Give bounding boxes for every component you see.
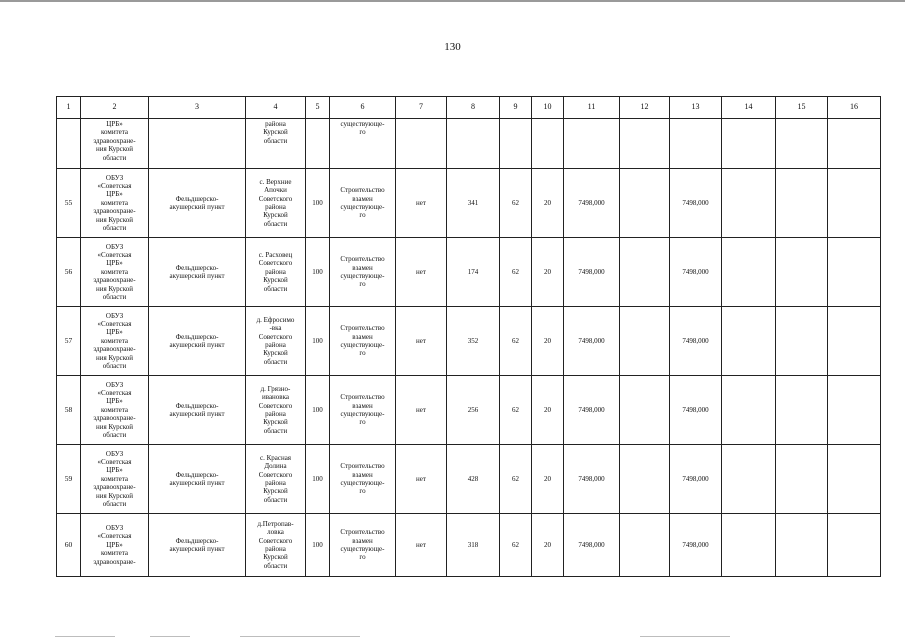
table-cell-col10: 20: [532, 376, 564, 445]
table-cell-facility: Фельдшерско- акушерский пункт: [149, 169, 246, 238]
table-cell-work-type: Строительство взамен существующе- го: [330, 445, 396, 514]
table-cell-org: ОБУЗ «Советская ЦРБ» комитета здравоохране-: [81, 514, 149, 577]
table-cell-col15: [776, 376, 828, 445]
table-cell-col12: [620, 307, 670, 376]
table-cell-col8: 352: [447, 307, 500, 376]
table-cell-work-type: Строительство взамен существующе- го: [330, 514, 396, 577]
header-cell: 5: [306, 97, 330, 119]
table-cell-location: д. Ефросимо -вка Советского района Курской области: [246, 307, 306, 376]
table-cell-col15: [776, 307, 828, 376]
table-cell-col15: [776, 514, 828, 577]
table-cell-col8: 256: [447, 376, 500, 445]
table-cell-col11: 7498,000: [564, 376, 620, 445]
header-cell: 3: [149, 97, 246, 119]
table-cell-percent: 100: [306, 445, 330, 514]
table-cell-col7: нет: [396, 445, 447, 514]
continuation-row: [57, 119, 881, 169]
table-cell-col7: нет: [396, 169, 447, 238]
table-cell-col10: 20: [532, 238, 564, 307]
header-cell: 1: [57, 97, 81, 119]
table-cell-col12: [620, 169, 670, 238]
table-cell-col7: нет: [396, 238, 447, 307]
table-cell-col9: 62: [500, 376, 532, 445]
table-cell-work-type: Строительство взамен существующе- го: [330, 376, 396, 445]
table-cell-col7: нет: [396, 514, 447, 577]
table-cell-col11: 7498,000: [564, 307, 620, 376]
table-cell-location: д.Петропав- ловка Советского района Курской области: [246, 514, 306, 577]
table-row: [57, 238, 881, 307]
table-cell: [149, 119, 246, 169]
table-cell-col7: нет: [396, 307, 447, 376]
header-cell: 16: [828, 97, 881, 119]
table-cell-facility: Фельдшерско- акушерский пункт: [149, 514, 246, 577]
table-cell-col11: 7498,000: [564, 514, 620, 577]
table-cell-col13: 7498,000: [670, 169, 722, 238]
top-page-edge: [0, 0, 905, 2]
table-cell-col9: 62: [500, 307, 532, 376]
header-cell: 2: [81, 97, 149, 119]
header-cell: 6: [330, 97, 396, 119]
table-cell-col14: [722, 514, 776, 577]
table-cell-work-type: Строительство взамен существующе- го: [330, 307, 396, 376]
table-cell-col8: 318: [447, 514, 500, 577]
table-row: [57, 445, 881, 514]
table-row: [57, 307, 881, 376]
table-cell-col16: [828, 238, 881, 307]
table-cell-col12: [620, 445, 670, 514]
table-cell-col13: 7498,000: [670, 376, 722, 445]
table-cell: [564, 119, 620, 169]
table-row: [57, 514, 881, 577]
facilities-table: [56, 96, 881, 577]
table-cell-col12: [620, 376, 670, 445]
table-cell-col13: 7498,000: [670, 238, 722, 307]
table-cell-row-number: 56: [57, 238, 81, 307]
table-cell-org: ОБУЗ «Советская ЦРБ» комитета здравоохране- ния Курской области: [81, 445, 149, 514]
table-cell: [670, 119, 722, 169]
table-cell-col15: [776, 445, 828, 514]
table-cell-col13: 7498,000: [670, 307, 722, 376]
header-cell: 4: [246, 97, 306, 119]
table-cell-col10: 20: [532, 307, 564, 376]
table-row: [57, 169, 881, 238]
table-cell-col16: [828, 169, 881, 238]
table-cell: [828, 119, 881, 169]
table-cell: [722, 119, 776, 169]
table-cell-org: ОБУЗ «Советская ЦРБ» комитета здравоохране- ния Курской области: [81, 376, 149, 445]
bottom-page-edge: [0, 636, 905, 638]
table-cell-col14: [722, 307, 776, 376]
table-cell-facility: Фельдшерско- акушерский пункт: [149, 376, 246, 445]
table-cell-col16: [828, 376, 881, 445]
table-cell-col16: [828, 445, 881, 514]
table-cell: [532, 119, 564, 169]
table-cell-col9: 62: [500, 514, 532, 577]
table-cell-col10: 20: [532, 169, 564, 238]
table-cell-col16: [828, 307, 881, 376]
table-cell-location: с. Расховец Советского района Курской области: [246, 238, 306, 307]
table-cell-col14: [722, 169, 776, 238]
table-cell-org: ОБУЗ «Советская ЦРБ» комитета здравоохране- ния Курской области: [81, 238, 149, 307]
page-number: 130: [444, 41, 461, 53]
table-cell-location: с. Красная Долина Советского района Курской области: [246, 445, 306, 514]
table-cell: [396, 119, 447, 169]
table-row: [57, 376, 881, 445]
header-cell: 9: [500, 97, 532, 119]
table-cell-col12: [620, 514, 670, 577]
header-cell: 14: [722, 97, 776, 119]
table-cell-col12: [620, 238, 670, 307]
table-cell-col16: [828, 514, 881, 577]
table-cell-row-number: 57: [57, 307, 81, 376]
table-cell: [447, 119, 500, 169]
table-cell-row-number: 58: [57, 376, 81, 445]
table-cell-location: с. Верхние Апочки Советского района Курской области: [246, 169, 306, 238]
table-cell-col11: 7498,000: [564, 238, 620, 307]
table-cell: [500, 119, 532, 169]
table-cell-col14: [722, 445, 776, 514]
header-cell: 12: [620, 97, 670, 119]
header-cell: 13: [670, 97, 722, 119]
table-cell-col15: [776, 169, 828, 238]
table-cell-row-number: 60: [57, 514, 81, 577]
table-cell-col7: нет: [396, 376, 447, 445]
header-cell: 8: [447, 97, 500, 119]
table-cell-work-type: Строительство взамен существующе- го: [330, 169, 396, 238]
table-cell: [776, 119, 828, 169]
table-cell-org: ОБУЗ «Советская ЦРБ» комитета здравоохране- ния Курской области: [81, 307, 149, 376]
table-cell-row-number: 59: [57, 445, 81, 514]
table-cell-col9: 62: [500, 238, 532, 307]
table-cell-col11: 7498,000: [564, 169, 620, 238]
table-cell-facility: Фельдшерско- акушерский пункт: [149, 238, 246, 307]
table-cell-col14: [722, 238, 776, 307]
table-cell-org: ЦРБ» комитета здравоохране- ния Курской области: [81, 119, 149, 169]
table-cell-col10: 20: [532, 445, 564, 514]
table-cell-col9: 62: [500, 169, 532, 238]
table-cell-location: д. Грязно- ивановка Советского района Курской области: [246, 376, 306, 445]
table-cell-col8: 174: [447, 238, 500, 307]
table-cell-row-number: 55: [57, 169, 81, 238]
table-cell: [57, 119, 81, 169]
table-cell-col13: 7498,000: [670, 445, 722, 514]
table-cell-col15: [776, 238, 828, 307]
table-cell-col8: 428: [447, 445, 500, 514]
table-cell-col10: 20: [532, 514, 564, 577]
table-cell-percent: 100: [306, 307, 330, 376]
table-cell-org: ОБУЗ «Советская ЦРБ» комитета здравоохране- ния Курской области: [81, 169, 149, 238]
table-cell-col8: 341: [447, 169, 500, 238]
table-cell-col14: [722, 376, 776, 445]
header-cell: 15: [776, 97, 828, 119]
table-cell-facility: Фельдшерско- акушерский пункт: [149, 445, 246, 514]
header-cell: 7: [396, 97, 447, 119]
table-cell-percent: 100: [306, 376, 330, 445]
table-cell-col9: 62: [500, 445, 532, 514]
header-row: [57, 97, 881, 119]
table-cell: [620, 119, 670, 169]
table-cell-percent: 100: [306, 238, 330, 307]
header-cell: 10: [532, 97, 564, 119]
table-cell-work: существующе- го: [330, 119, 396, 169]
table-cell-work-type: Строительство взамен существующе- го: [330, 238, 396, 307]
table-cell-facility: Фельдшерско- акушерский пункт: [149, 307, 246, 376]
table-cell-col11: 7498,000: [564, 445, 620, 514]
table-cell: [306, 119, 330, 169]
header-cell: 11: [564, 97, 620, 119]
table-cell-location: района Курской области: [246, 119, 306, 169]
table-cell-percent: 100: [306, 514, 330, 577]
table-cell-percent: 100: [306, 169, 330, 238]
table-cell-col13: 7498,000: [670, 514, 722, 577]
